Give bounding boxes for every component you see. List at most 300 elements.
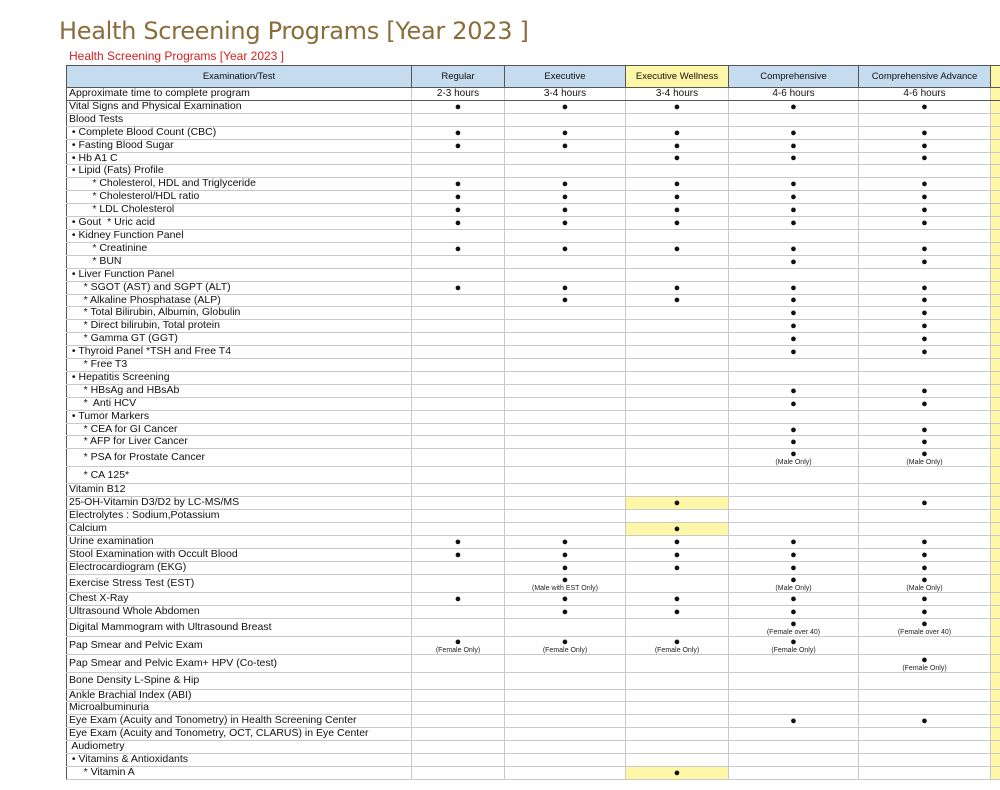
cell-comprehensive: [729, 346, 859, 359]
cell-executive-wellness: [626, 294, 729, 307]
table-row: [67, 423, 1000, 436]
cell-comprehensive-advance: [859, 204, 991, 217]
included-mark: ●: [790, 618, 797, 630]
cell-executive-wellness: [626, 242, 729, 255]
cell-cut-off: [991, 423, 1000, 436]
cell-comprehensive-advance: [859, 715, 991, 728]
cell-regular: [412, 741, 505, 754]
cell-cut-off: [991, 410, 1000, 423]
column-header-executive: Executive: [505, 66, 626, 88]
cell-executive-wellness: [626, 436, 729, 449]
included-mark: ●: [561, 574, 569, 586]
cell-executive: [505, 523, 626, 536]
cell-comprehensive: [729, 523, 859, 536]
cell-executive-wellness: [626, 592, 729, 605]
cell-comprehensive-advance: [859, 728, 991, 741]
cell-regular: [412, 229, 505, 242]
cell-cut-off: [991, 242, 1000, 255]
row-label: • Hb A1 C: [67, 152, 412, 165]
table-row: [67, 728, 1000, 741]
cell-cut-off: [991, 510, 1000, 523]
cell-regular: [412, 217, 505, 230]
cell-comprehensive-advance: [859, 217, 991, 230]
column-header-regular: Regular: [412, 66, 505, 88]
cell-regular: [412, 359, 505, 372]
row-label: Exercise Stress Test (EST): [67, 574, 412, 592]
cell-comprehensive-advance: [859, 410, 991, 423]
table-row: [67, 217, 1000, 230]
table-row: [67, 139, 1000, 152]
cell-executive: [505, 255, 626, 268]
included-mark: ●: [673, 294, 681, 307]
cell-regular: [412, 636, 505, 654]
eligibility-note: (Female Only): [771, 646, 816, 654]
included-mark: ●: [790, 574, 797, 586]
included-mark: ●: [561, 636, 569, 648]
cell-executive: [505, 113, 626, 126]
cell-cut-off: [991, 561, 1000, 574]
cell-regular: [412, 523, 505, 536]
cell-cut-off: [991, 523, 1000, 536]
included-mark: ●: [790, 191, 797, 204]
cell-cut-off: [991, 654, 1000, 672]
cell-executive-wellness: [626, 307, 729, 320]
cell-cut-off: [991, 320, 1000, 333]
cell-executive: [505, 281, 626, 294]
included-mark: ●: [921, 605, 928, 618]
cell-executive-wellness: [626, 397, 729, 410]
included-mark: ●: [921, 333, 928, 346]
eligibility-note: (Male Only): [775, 584, 812, 592]
cell-cut-off: [991, 574, 1000, 592]
cell-executive-wellness: [626, 100, 729, 113]
row-label: • Lipid (Fats) Profile: [67, 165, 412, 178]
cell-executive: [505, 449, 626, 467]
table-row: [67, 204, 1000, 217]
included-mark: ●: [790, 715, 797, 728]
row-label: * Direct bilirubin, Total protein: [67, 320, 412, 333]
cell-comprehensive-advance: [859, 672, 991, 689]
cell-comprehensive-advance: [859, 191, 991, 204]
included-mark: ●: [454, 100, 462, 113]
cell-comprehensive-advance: [859, 100, 991, 113]
cell-cut-off: [991, 536, 1000, 549]
cell-executive: [505, 548, 626, 561]
included-mark: ●: [921, 574, 928, 586]
cell-regular: [412, 410, 505, 423]
included-mark: ●: [790, 126, 797, 139]
cell-comprehensive: [729, 574, 859, 592]
table-row: [67, 333, 1000, 346]
row-label: • Vitamins & Antioxidants: [67, 754, 412, 767]
table-row: [67, 484, 1000, 497]
included-mark: ●: [790, 281, 797, 294]
cell-regular: [412, 242, 505, 255]
included-mark: ●: [790, 320, 797, 333]
cell-comprehensive: [729, 484, 859, 497]
cell-executive: [505, 436, 626, 449]
included-mark: ●: [673, 592, 681, 605]
cell-regular: [412, 672, 505, 689]
cell-executive-wellness: [626, 523, 729, 536]
cell-cut-off: [991, 715, 1000, 728]
included-mark: ●: [790, 178, 797, 191]
cell-regular: [412, 654, 505, 672]
cell-comprehensive: [729, 654, 859, 672]
cell-cut-off: [991, 618, 1000, 636]
row-label: • Gout * Uric acid: [67, 217, 412, 230]
row-label: • Complete Blood Count (CBC): [67, 126, 412, 139]
cell-comprehensive-advance: [859, 523, 991, 536]
cell-executive-wellness: [626, 702, 729, 715]
table-row: [67, 100, 1000, 113]
cell-executive-wellness: [626, 618, 729, 636]
cell-executive-wellness: [626, 689, 729, 702]
cell-comprehensive-advance: [859, 510, 991, 523]
cell-comprehensive-advance: [859, 561, 991, 574]
row-label: * Creatinine: [67, 242, 412, 255]
cell-cut-off: [991, 191, 1000, 204]
cell-executive: [505, 592, 626, 605]
cell-regular: [412, 467, 505, 484]
included-mark: ●: [921, 715, 928, 728]
included-mark: ●: [454, 242, 462, 255]
row-label: • Tumor Markers: [67, 410, 412, 423]
cell-executive-wellness: [626, 574, 729, 592]
included-mark: ●: [921, 535, 928, 548]
table-row: [67, 191, 1000, 204]
table-row: [67, 510, 1000, 523]
table-row: [67, 766, 1000, 779]
included-mark: ●: [921, 281, 928, 294]
cell-executive-wellness: [626, 191, 729, 204]
row-label: * PSA for Prostate Cancer: [67, 449, 412, 467]
cell-comprehensive-advance: [859, 113, 991, 126]
included-mark: ●: [790, 100, 797, 113]
cell-cut-off: [991, 449, 1000, 467]
cell-comprehensive: [729, 268, 859, 281]
cell-regular: [412, 728, 505, 741]
cell-executive: [505, 268, 626, 281]
cell-comprehensive-advance: [859, 229, 991, 242]
cell-executive: [505, 371, 626, 384]
row-label: * Anti HCV: [67, 397, 412, 410]
cell-executive: [505, 410, 626, 423]
cell-executive: [505, 126, 626, 139]
cell-comprehensive: [729, 766, 859, 779]
eligibility-note: (Male Only): [906, 459, 943, 467]
cell-regular: [412, 536, 505, 549]
cell-cut-off: [991, 766, 1000, 779]
cell-comprehensive: [729, 702, 859, 715]
cell-comprehensive: [729, 384, 859, 397]
column-header-examination: Examination/Test: [67, 66, 412, 88]
row-label: * Cholesterol, HDL and Triglyceride: [67, 178, 412, 191]
cell-executive-wellness: [626, 371, 729, 384]
cell-regular: [412, 510, 505, 523]
cell-executive-wellness: [626, 152, 729, 165]
cell-comprehensive: [729, 139, 859, 152]
cell-comprehensive: [729, 397, 859, 410]
cell-cut-off: [991, 436, 1000, 449]
cell-comprehensive-advance: [859, 255, 991, 268]
cell-comprehensive-advance: [859, 754, 991, 767]
cell-cut-off: [991, 741, 1000, 754]
cell-executive: [505, 191, 626, 204]
eligibility-note: (Female Only): [654, 646, 700, 654]
cell-executive: [505, 484, 626, 497]
row-label: • Liver Function Panel: [67, 268, 412, 281]
cell-regular: [412, 191, 505, 204]
cell-comprehensive-advance: [859, 294, 991, 307]
cell-executive: [505, 672, 626, 689]
row-label: * SGOT (AST) and SGPT (ALT): [67, 281, 412, 294]
included-mark: ●: [561, 139, 569, 152]
cell-comprehensive-advance: [859, 126, 991, 139]
included-mark: ●: [561, 204, 569, 217]
cell-executive: [505, 636, 626, 654]
included-mark: ●: [921, 307, 928, 320]
cell-comprehensive-advance: [859, 689, 991, 702]
column-header-cut-off: [991, 66, 1000, 88]
table-row: [67, 672, 1000, 689]
included-mark: ●: [921, 294, 928, 307]
cell-comprehensive-advance: [859, 536, 991, 549]
included-mark: ●: [561, 294, 569, 307]
cell-regular: [412, 371, 505, 384]
cell-executive-wellness: [626, 217, 729, 230]
included-mark: ●: [790, 152, 797, 165]
cell-comprehensive-advance: [859, 307, 991, 320]
included-mark: ●: [673, 139, 681, 152]
cell-executive-wellness: [626, 741, 729, 754]
cell-regular: [412, 255, 505, 268]
cell-cut-off: [991, 152, 1000, 165]
cell-executive: [505, 423, 626, 436]
included-mark: ●: [790, 242, 797, 255]
cell-cut-off: [991, 165, 1000, 178]
included-mark: ●: [790, 346, 797, 359]
cell-regular: [412, 689, 505, 702]
cell-comprehensive-advance: [859, 423, 991, 436]
row-label: Digital Mammogram with Ultrasound Breast: [67, 618, 412, 636]
cell-comprehensive-advance: [859, 449, 991, 467]
row-label: Calcium: [67, 523, 412, 536]
cell-comprehensive-advance: [859, 467, 991, 484]
cell-comprehensive: [729, 592, 859, 605]
cell-comprehensive: [729, 436, 859, 449]
cell-comprehensive-advance: [859, 152, 991, 165]
cell-executive: [505, 204, 626, 217]
cell-executive-wellness: [626, 672, 729, 689]
cell-comprehensive-advance: [859, 497, 991, 510]
included-mark: ●: [921, 126, 928, 139]
included-mark: ●: [921, 423, 928, 436]
row-label: * Vitamin A: [67, 766, 412, 779]
row-label: • Thyroid Panel *TSH and Free T4: [67, 346, 412, 359]
cell-regular: [412, 484, 505, 497]
table-row: [67, 449, 1000, 467]
cell-executive-wellness: [626, 497, 729, 510]
cell-executive: [505, 333, 626, 346]
row-label: * CEA for GI Cancer: [67, 423, 412, 436]
cell-cut-off: [991, 397, 1000, 410]
included-mark: ●: [790, 204, 797, 217]
included-mark: ●: [673, 126, 681, 139]
table-row: [67, 467, 1000, 484]
cell-executive: [505, 574, 626, 592]
cell-comprehensive: [729, 561, 859, 574]
cell-comprehensive: [729, 754, 859, 767]
included-mark: ●: [790, 255, 797, 268]
cell-comprehensive-advance: [859, 654, 991, 672]
cell-cut-off: [991, 605, 1000, 618]
sheet-caption: Health Screening Programs [Year 2023 ]: [69, 49, 285, 63]
table-row: [67, 548, 1000, 561]
cell-executive: [505, 561, 626, 574]
cell-regular: [412, 100, 505, 113]
cell-executive: [505, 139, 626, 152]
cell-cut-off: [991, 702, 1000, 715]
included-mark: ●: [921, 152, 928, 165]
cell-comprehensive-advance: [859, 574, 991, 592]
included-mark: ●: [561, 605, 569, 618]
cell-cut-off: [991, 371, 1000, 384]
included-mark: ●: [921, 548, 928, 561]
included-mark: ●: [921, 255, 928, 268]
cell-cut-off: [991, 728, 1000, 741]
cell-executive: [505, 766, 626, 779]
included-mark: ●: [921, 618, 928, 630]
included-mark: ●: [454, 178, 462, 191]
row-label: * BUN: [67, 255, 412, 268]
table-header-row: [67, 66, 1000, 88]
included-mark: ●: [790, 448, 797, 461]
included-mark: ●: [673, 204, 681, 217]
table-row: [67, 165, 1000, 178]
included-mark: ●: [673, 548, 681, 561]
cell-executive: [505, 536, 626, 549]
cell-comprehensive: [729, 371, 859, 384]
cell-comprehensive: [729, 333, 859, 346]
cell-executive-wellness: [626, 548, 729, 561]
row-label: Ultrasound Whole Abdomen: [67, 605, 412, 618]
row-label: Urine examination: [67, 536, 412, 549]
included-mark: ●: [921, 217, 928, 230]
row-label: Ankle Brachial Index (ABI): [67, 689, 412, 702]
row-label: * Total Bilirubin, Albumin, Globulin: [67, 307, 412, 320]
cell-comprehensive-advance: [859, 436, 991, 449]
row-label: Electrolytes : Sodium,Potassium: [67, 510, 412, 523]
included-mark: ●: [454, 204, 462, 217]
cell-comprehensive-advance: [859, 484, 991, 497]
cell-regular: [412, 449, 505, 467]
cell-cut-off: [991, 100, 1000, 113]
table-row: [67, 654, 1000, 672]
cell-cut-off: [991, 178, 1000, 191]
row-label: Pap Smear and Pelvic Exam+ HPV (Co-test): [67, 654, 412, 672]
cell-comprehensive: [729, 294, 859, 307]
cell-comprehensive: [729, 229, 859, 242]
table-row: [67, 126, 1000, 139]
cell-executive-wellness: [626, 346, 729, 359]
included-mark: ●: [921, 436, 928, 449]
included-mark: ●: [454, 217, 462, 230]
included-mark: ●: [561, 217, 569, 230]
cell-executive-wellness: [626, 139, 729, 152]
cell-comprehensive: [729, 410, 859, 423]
table-row: [67, 371, 1000, 384]
included-mark: ●: [790, 605, 797, 618]
cell-comprehensive: [729, 548, 859, 561]
cell-comprehensive: [729, 255, 859, 268]
row-label: * AFP for Liver Cancer: [67, 436, 412, 449]
cell-cut-off: [991, 754, 1000, 767]
cell-regular: [412, 384, 505, 397]
time-cell-cut-off: [991, 88, 1000, 101]
table-row: [67, 397, 1000, 410]
cell-executive-wellness: [626, 281, 729, 294]
table-row: [67, 561, 1000, 574]
included-mark: ●: [673, 242, 681, 255]
table-row: [67, 307, 1000, 320]
included-mark: ●: [454, 592, 462, 605]
row-label: * CA 125*: [67, 467, 412, 484]
cell-comprehensive: [729, 728, 859, 741]
row-label: • Kidney Function Panel: [67, 229, 412, 242]
included-mark: ●: [673, 605, 681, 618]
included-mark: ●: [921, 178, 928, 191]
cell-regular: [412, 294, 505, 307]
included-mark: ●: [921, 204, 928, 217]
cell-regular: [412, 548, 505, 561]
cell-regular: [412, 436, 505, 449]
included-mark: ●: [673, 100, 681, 113]
included-mark: ●: [561, 242, 569, 255]
included-mark: ●: [673, 497, 681, 510]
cell-comprehensive: [729, 497, 859, 510]
cell-cut-off: [991, 359, 1000, 372]
included-mark: ●: [673, 523, 681, 536]
cell-executive-wellness: [626, 113, 729, 126]
row-label: 25-OH-Vitamin D3/D2 by LC-MS/MS: [67, 497, 412, 510]
eligibility-note: (Female Only): [435, 646, 481, 654]
cell-cut-off: [991, 229, 1000, 242]
cell-comprehensive-advance: [859, 242, 991, 255]
cell-executive: [505, 467, 626, 484]
cell-executive: [505, 605, 626, 618]
cell-comprehensive-advance: [859, 165, 991, 178]
included-mark: ●: [673, 191, 681, 204]
table-row: [67, 592, 1000, 605]
included-mark: ●: [454, 139, 462, 152]
included-mark: ●: [790, 436, 797, 449]
cell-executive: [505, 217, 626, 230]
cell-executive: [505, 702, 626, 715]
included-mark: ●: [561, 126, 569, 139]
cell-cut-off: [991, 497, 1000, 510]
cell-comprehensive-advance: [859, 548, 991, 561]
cell-regular: [412, 561, 505, 574]
table-row: [67, 346, 1000, 359]
cell-executive-wellness: [626, 715, 729, 728]
included-mark: ●: [921, 448, 928, 461]
cell-executive: [505, 618, 626, 636]
cell-executive: [505, 497, 626, 510]
row-label: * Alkaline Phosphatase (ALP): [67, 294, 412, 307]
cell-regular: [412, 126, 505, 139]
included-mark: ●: [790, 139, 797, 152]
